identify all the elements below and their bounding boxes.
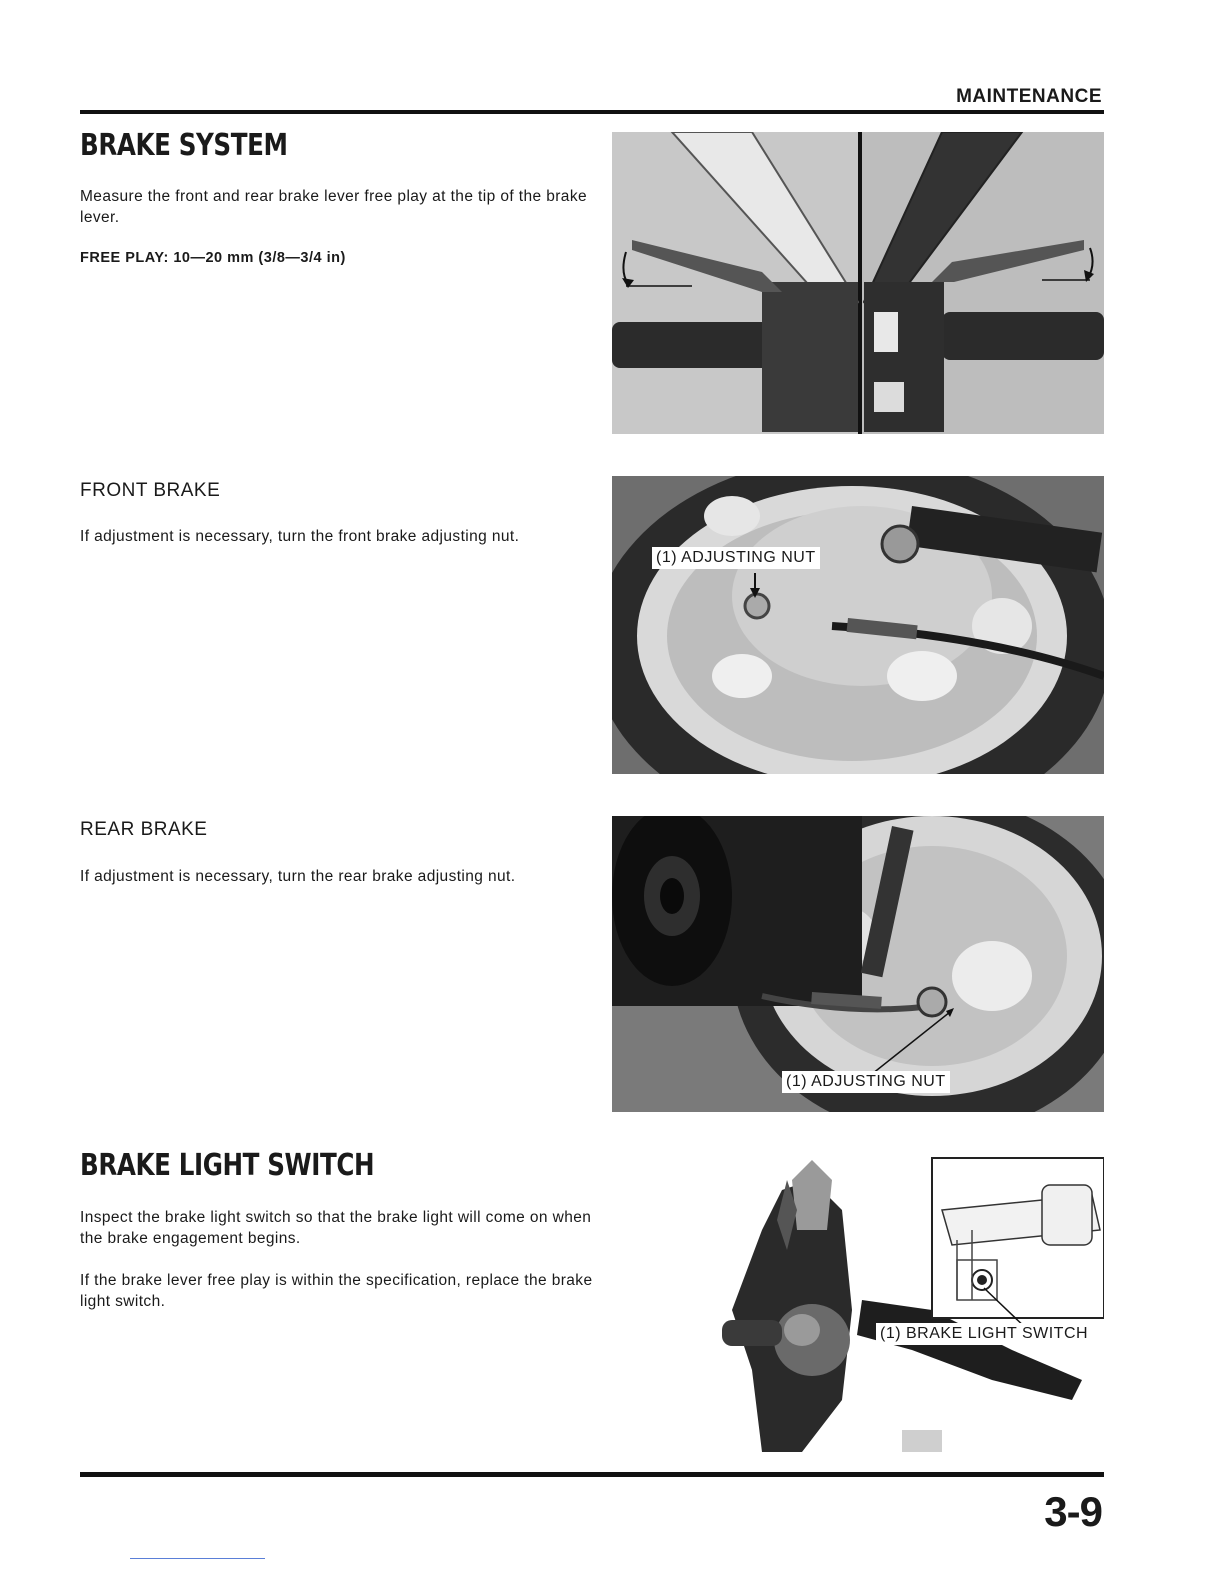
footer-link-line (130, 1558, 265, 1559)
front-brake-text: If adjustment is necessary, turn the front brake adjusting nut. (80, 528, 520, 545)
rear-adjusting-nut-callout: (1) ADJUSTING NUT (782, 1071, 950, 1093)
front-brake-title: FRONT BRAKE (80, 480, 221, 501)
section-header: MAINTENANCE (956, 86, 1102, 107)
rear-brake-text: If adjustment is necessary, turn the rear brake adjusting nut. (80, 868, 516, 885)
rear-brake-photo (612, 816, 1104, 1112)
brake-light-switch-text-2: If the brake lever free play is within the specification, replace the brake light switch. (80, 1272, 593, 1310)
brake-levers-photo (612, 132, 1104, 434)
rear-brake-title: REAR BRAKE (80, 819, 208, 840)
brake-system-title: BRAKE SYSTEM (80, 128, 288, 163)
front-brake-photo (612, 476, 1104, 774)
page-number: 3-9 (1044, 1488, 1102, 1535)
brake-light-switch-title: BRAKE LIGHT SWITCH (80, 1148, 375, 1183)
brake-light-switch-text-1: Inspect the brake light switch so that the brake light will come on when the brake engagement begins. (80, 1209, 592, 1247)
brake-system-text: Measure the front and rear brake lever free play at the tip of the brake lever. (80, 188, 587, 226)
top-rule (80, 110, 1104, 114)
front-adjusting-nut-callout: (1) ADJUSTING NUT (652, 547, 820, 569)
brake-light-switch-callout: (1) BRAKE LIGHT SWITCH (876, 1323, 1092, 1345)
brake-light-switch-photo (612, 1150, 1104, 1452)
free-play-spec: FREE PLAY: 10—20 mm (3/8—3/4 in) (80, 250, 346, 266)
bottom-rule (80, 1472, 1104, 1477)
